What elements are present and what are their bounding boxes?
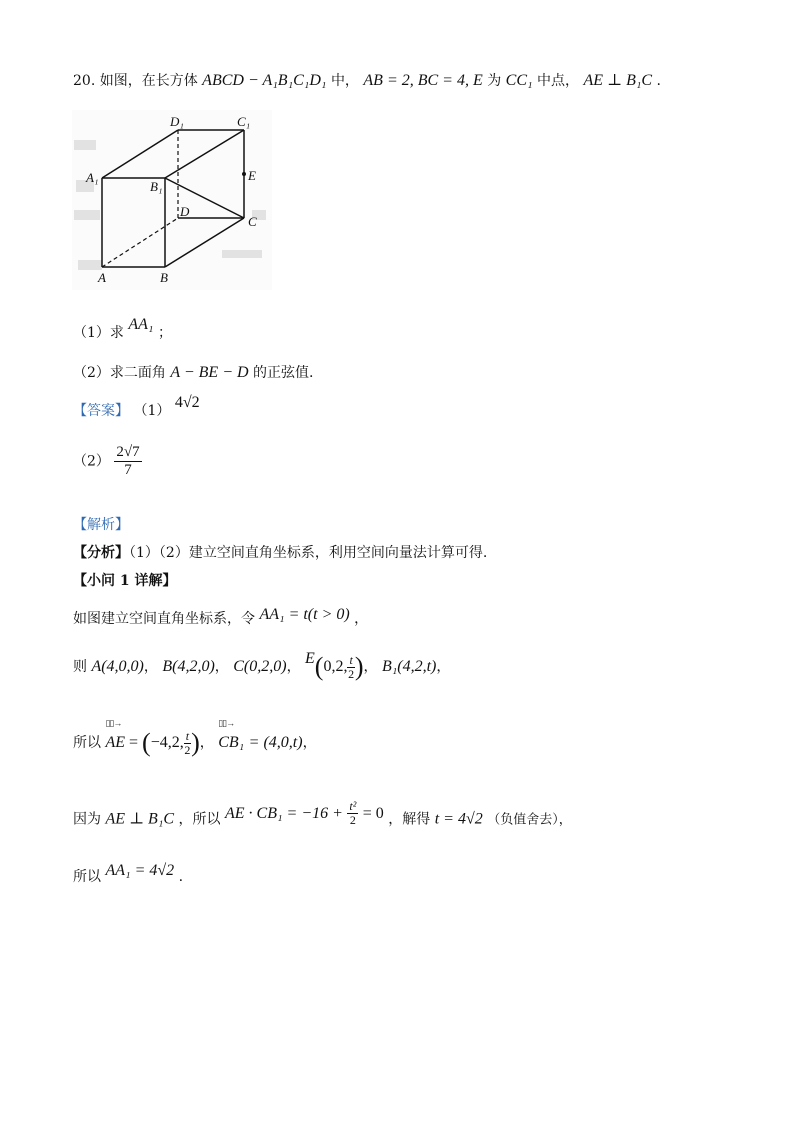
analysis-tag: 【解析】 xyxy=(73,517,129,533)
solution-step-3: 所以 ▯▯→ AE = (−4,2, $\frac{t}{2}$ )， ▯▯→ CB₁ = (4,0,t)， xyxy=(73,728,317,758)
problem-statement: 20. 如图，在长方体 ABCD − A₁B₁C₁D₁ 中， AB = 2, BC = 4, E 为 CC₁ 中点， AE ⊥ B₁C . xyxy=(73,72,661,89)
label-D: D xyxy=(180,204,190,219)
label-C: C xyxy=(248,214,257,229)
solution-step-4: 因为 AE ⊥ B₁C ，所以 AE · CB₁ = −16 + $\frac{\text{t²}}{2}$ = 0 ，解得 t = 4√2 （负值舍去）， xyxy=(73,799,572,828)
label-E: E xyxy=(248,168,256,183)
label-C1: C₁ xyxy=(237,114,251,129)
perp-condition: AE ⊥ B₁C xyxy=(583,72,653,89)
analysis-fenxi: 【分析】（1）（2）建立空间直角坐标系，利用空间向量法计算可得. xyxy=(73,545,488,561)
solid-name: ABCD − A₁B₁C₁D₁ xyxy=(202,72,327,89)
solution-step-5: 所以 AA₁ = 4√2 . xyxy=(73,862,184,885)
solution-step-1: 如图建立空间直角坐标系，令 AA₁ = t(t > 0) ， xyxy=(73,606,369,627)
answer-1-value: 4√2 xyxy=(174,394,200,411)
given-lengths: AB = 2, BC = 4, E xyxy=(363,72,483,89)
xiaowen-tag: 【小问 1 详解】 xyxy=(73,573,177,589)
label-D1: D₁ xyxy=(170,114,184,129)
answer-line-1: 【答案】 （1） 4√2 xyxy=(73,394,200,419)
answer-line-2: （2） $\frac{2√7}{7}$ xyxy=(73,444,140,478)
label-A: A xyxy=(98,270,106,285)
label-B1: B₁ xyxy=(150,179,163,194)
problem-number: 20. xyxy=(73,73,96,89)
label-A1: A₁ xyxy=(86,170,99,185)
answer-tag: 【答案】 xyxy=(73,403,129,419)
question-1: （1）求 AA₁ ； xyxy=(73,316,172,341)
question-2: （2）求二面角 A − BE − D 的正弦值. xyxy=(73,364,314,381)
label-B: B xyxy=(160,270,168,285)
cuboid-diagram xyxy=(72,110,272,290)
solution-step-2: 则 A(4,0,0)， B(4,2,0)， C(0,2,0)， E(0,2, $\frac{t}{2}$ )， B₁(4,2,t)， xyxy=(73,650,451,681)
answer-2-fraction: $\frac{2√7}{7}$ xyxy=(116,444,140,478)
